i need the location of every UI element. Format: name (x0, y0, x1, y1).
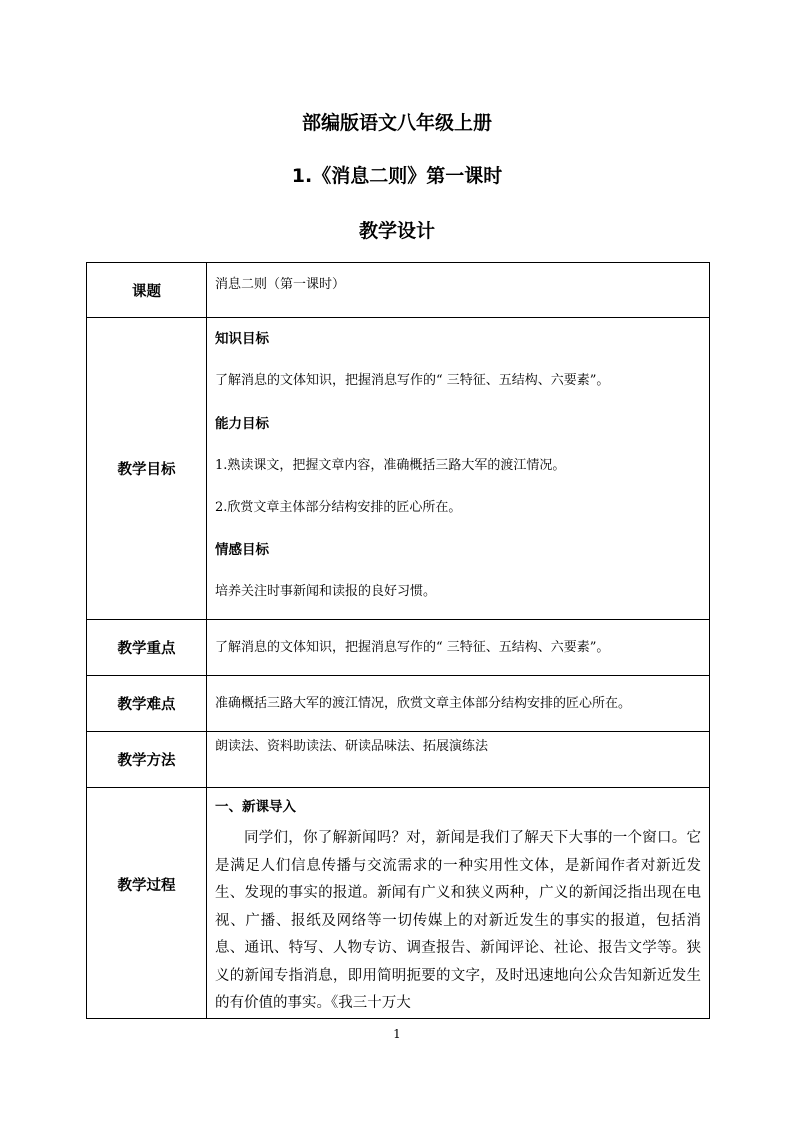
label-process (87, 788, 207, 1019)
intro-paragraph: 同学们，你了解新闻吗？对，新闻是我们了解天下大事的一个窗口。它是满足人们信息传播与交流需求的一种实用性文体，是新闻作者对新近发生、发现的事实的报道。新闻有广义和狭义两种，广义的新闻泛指出现在电视、广播、报纸及网络等一切传媒上的对新近发生的事实的报道，包括消息、通讯、特写、人物专访、调查报告、新闻评论、社论、报告文学等。狭义的新闻专指消息，即用简明扼要的文字，及时迅速地向公众告知新近发生的有价值的事实。《我三十万大 (215, 830, 701, 1011)
label-difficulties: 教学难点 (87, 676, 207, 732)
label-topic: 课题 (87, 263, 207, 318)
label-goals: 教学目标 (87, 318, 207, 620)
topic-text: 消息二则（第一课时） (215, 277, 346, 292)
emotion-heading: 情感目标 (215, 542, 269, 558)
ability-item-1: 1.熟读课文，把握文章内容，准确概括三路大军的渡江情况。 (215, 458, 566, 473)
value-methods (207, 732, 710, 788)
table-row-key-points (87, 620, 710, 676)
table-row-process (87, 788, 710, 1019)
document-subtitle: 教学设计 (358, 220, 435, 242)
section-heading: 一、新课导入 (215, 799, 296, 815)
value-goals (207, 318, 710, 620)
knowledge-text: 了解消息的文体知识，把握消息写作的“ 三特征、五结构、六要素”。 (215, 373, 610, 388)
key-points-text: 了解消息的文体知识，把握消息写作的“ 三特征、五结构、六要素”。 (215, 639, 610, 655)
value-process (207, 788, 710, 1019)
methods-text: 朗读法、资料助读法、研读品味法、拓展演练法 (215, 739, 489, 754)
difficulties-text: 准确概括三路大军的渡江情况，欣赏文章主体部分结构安排的匠心所在。 (215, 695, 632, 711)
ability-heading: 能力目标 (215, 416, 269, 432)
label-methods: 教学方法 (87, 732, 207, 788)
table-row-goals (87, 318, 710, 620)
lesson-plan-table (86, 262, 710, 1019)
knowledge-heading: 知识目标 (215, 331, 269, 347)
value-difficulties (207, 676, 710, 732)
page-number: 1 (393, 1027, 401, 1041)
value-topic (207, 263, 710, 318)
ability-item-2: 2.欣赏文章主体部分结构安排的匠心所在。 (215, 500, 462, 515)
table-row-difficulties (87, 676, 710, 732)
emotion-text: 培养关注时事新闻和读报的良好习惯。 (215, 584, 437, 599)
document-title: 部编版语文八年级上册 (301, 112, 492, 134)
value-key-points (207, 620, 710, 676)
process-label-text: 教学过程 (117, 878, 176, 894)
table-row-methods (87, 732, 710, 788)
lesson-title: 1.《消息二则》第一课时 (291, 165, 503, 187)
table-row-topic (87, 263, 710, 318)
label-key-points: 教学重点 (87, 620, 207, 676)
